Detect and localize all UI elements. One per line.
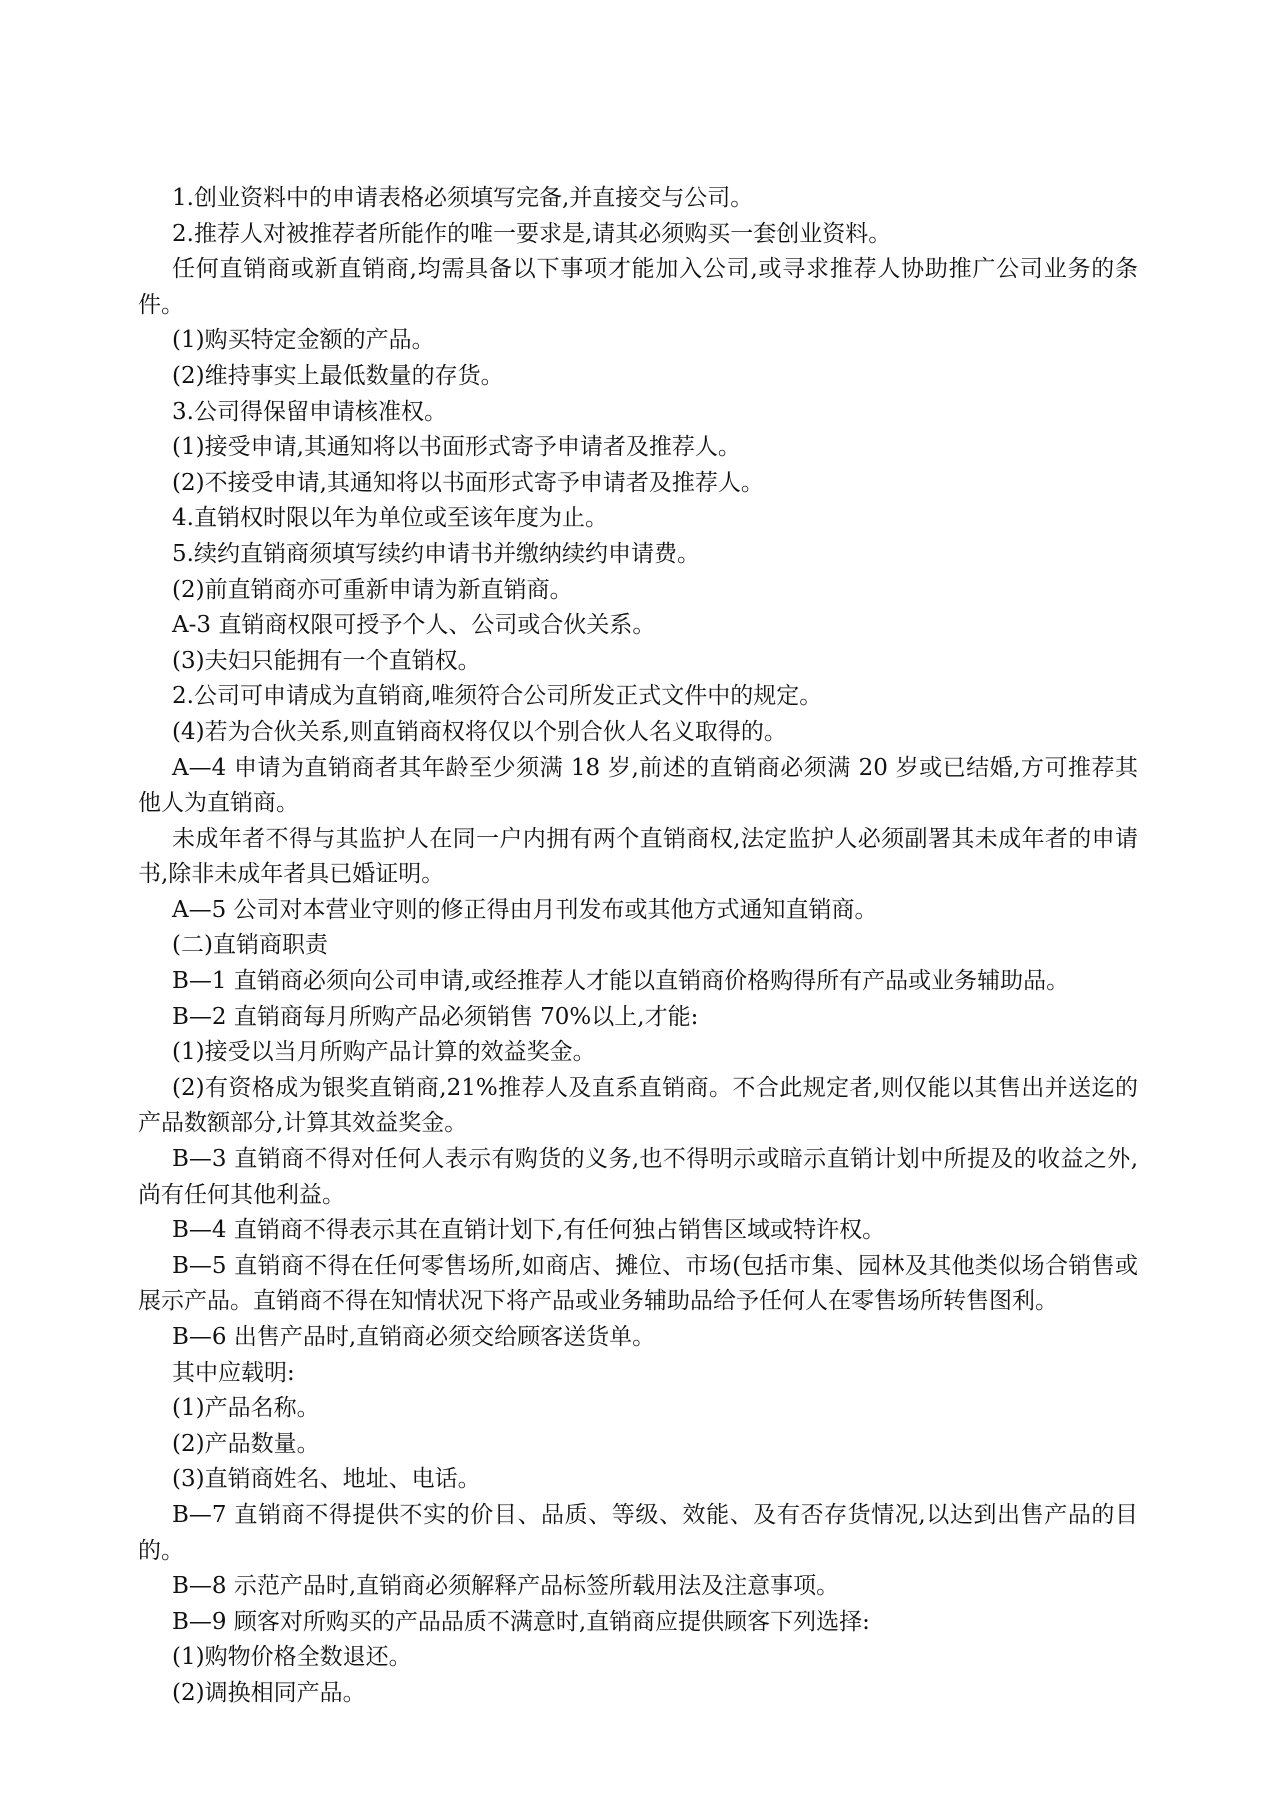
- paragraph: (2)产品数量。: [172, 1430, 320, 1457]
- paragraph: 2.推荐人对被推荐者所能作的唯一要求是,请其必须购买一套创业资料。: [172, 220, 892, 247]
- paragraph: B—1 直销商必须向公司申请,或经推荐人才能以直销商价格购得所有产品或业务辅助品。: [172, 968, 1070, 995]
- paragraph: 1.创业资料中的申请表格必须填写完备,并直接交与公司。: [172, 185, 754, 211]
- paragraph: (1)接受申请,其通知将以书面形式寄予申请者及推荐人。: [172, 434, 741, 461]
- paragraph: B—4 直销商不得表示其在直销计划下,有任何独占销售区域或特许权。: [172, 1217, 886, 1244]
- document-body: [138, 181, 1138, 1712]
- paragraph: (2)调换相同产品。: [172, 1679, 366, 1706]
- paragraph: A-3 直销商权限可授予个人、公司或合伙关系。: [172, 612, 656, 639]
- paragraph: (2)维持事实上最低数量的存货。: [172, 362, 504, 389]
- paragraph: 未成年者不得与其监护人在同一户内拥有两个直销商权,法定监护人必须副署其未成年者的申请书,除非未成年者具已婚证明。: [138, 825, 1138, 888]
- paragraph: A—4 申请为直销商者其年龄至少须满 18 岁,前述的直销商必须满 20 岁或已结婚,方可推荐其他人为直销商。: [138, 754, 1138, 817]
- paragraph: B—5 直销商不得在任何零售场所,如商店、摊位、市场(包括市集、园林及其他类似场合销售或展示产品。直销商不得在知情状况下将产品或业务辅助品给予任何人在零售场所转售图利。: [138, 1252, 1138, 1315]
- paragraph: (1)产品名称。: [172, 1395, 320, 1422]
- paragraph: 3.公司得保留申请核准权。: [172, 398, 447, 425]
- paragraph: 2.公司可申请成为直销商,唯须符合公司所发正式文件中的规定。: [172, 683, 823, 710]
- paragraph: B—6 出售产品时,直销商必须交给顾客送货单。: [172, 1324, 656, 1350]
- paragraph: (二)直销商职责: [172, 932, 328, 959]
- paragraph: (1)接受以当月所购产品计算的效益奖金。: [172, 1039, 596, 1066]
- paragraph: B—8 示范产品时,直销商必须解释产品标签所载用法及注意事项。: [172, 1573, 840, 1600]
- paragraph: 其中应载明:: [172, 1359, 295, 1386]
- paragraph: 5.续约直销商须填写续约申请书并缴纳续约申请费。: [172, 540, 700, 567]
- paragraph: A—5 公司对本营业守则的修正得由月刊发布或其他方式通知直销商。: [172, 896, 878, 923]
- paragraph: (2)前直销商亦可重新申请为新直销商。: [172, 576, 573, 603]
- paragraph: (1)购买特定金额的产品。: [172, 327, 435, 354]
- paragraph: (4)若为合伙关系,则直销商权将仅以个别合伙人名义取得的。: [172, 718, 787, 745]
- paragraph: (2)有资格成为银奖直销商,21%推荐人及直系直销商。不合此规定者,则仅能以其售出并送迄的产品数额部分,计算其效益奖金。: [138, 1074, 1138, 1137]
- paragraph: B—3 直销商不得对任何人表示有购货的义务,也不得明示或暗示直销计划中所提及的收益之外,尚有任何其他利益。: [138, 1146, 1138, 1208]
- paragraph: 4.直销权时限以年为单位或至该年度为止。: [172, 505, 608, 532]
- paragraph: (2)不接受申请,其通知将以书面形式寄予申请者及推荐人。: [172, 469, 764, 496]
- paragraph: B—9 顾客对所购买的产品品质不满意时,直销商应提供顾客下列选择:: [172, 1608, 870, 1635]
- paragraph: B—7 直销商不得提供不实的价目、品质、等级、效能、及有否存货情况,以达到出售产品的目的。: [138, 1501, 1138, 1564]
- paragraph: (3)直销商姓名、地址、电话。: [172, 1466, 481, 1493]
- paragraph: (3)夫妇只能拥有一个直销权。: [172, 647, 481, 674]
- paragraph: B—2 直销商每月所购产品必须销售 70%以上,才能:: [172, 1003, 699, 1030]
- paragraph: (1)购物价格全数退还。: [172, 1644, 412, 1671]
- paragraph: 任何直销商或新直销商,均需具备以下事项才能加入公司,或寻求推荐人协助推广公司业务的条件。: [138, 256, 1138, 318]
